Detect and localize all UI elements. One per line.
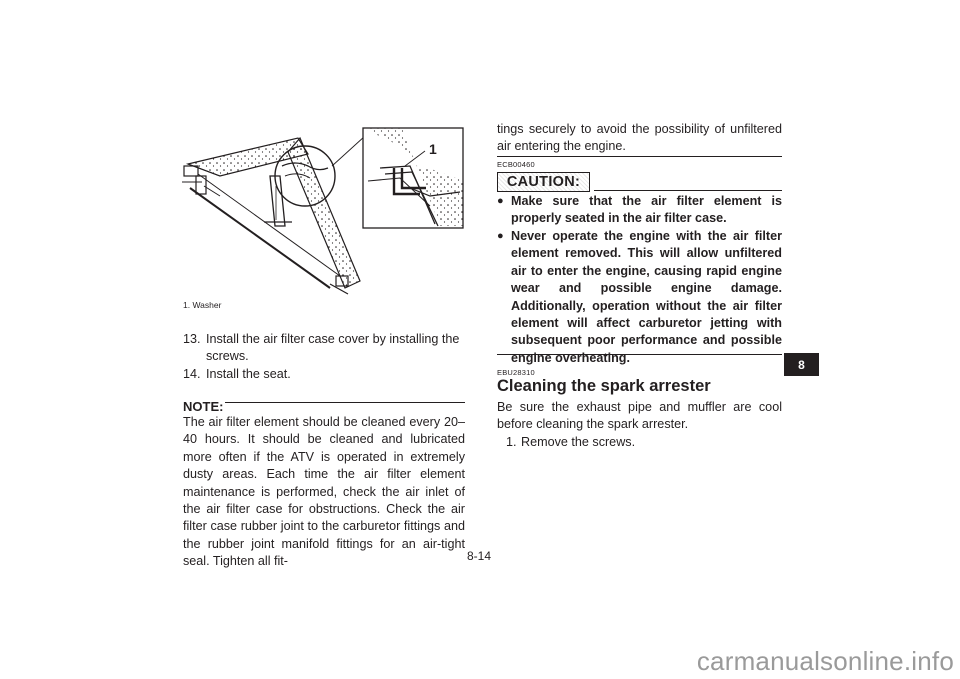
section-title: Cleaning the spark arrester (497, 377, 711, 395)
step-number: 14. (183, 367, 201, 381)
note-rule (225, 402, 465, 403)
continued-text: tings securely to avoid the possibility of unfiltered air entering the engine. (497, 122, 782, 154)
caution-top-rule (497, 156, 782, 157)
bullet-icon: ● (497, 230, 504, 242)
step-number: 13. (183, 332, 201, 346)
note-text: The air filter element should be cleaned every 20–40 hours. It should be cleaned and lubricated more often if the ATV is operated in extremely dusty areas. Each time the air filter element maintenance is performed, check the air inlet of the air filter case for obstructions. Check the air filter case rubber joint to the carburetor fittings and the rubber joint manifold fittings for an air-tight seal. Tighten all fit- (183, 415, 465, 569)
illustration-svg (180, 126, 465, 298)
caution-bullet-text: Make sure that the air filter element is properly seated in the air filter case. (511, 194, 782, 226)
section-code: EBU28310 (497, 368, 535, 377)
callout-number: 1 (429, 141, 437, 157)
note-header (183, 398, 465, 414)
air-filter-washer-illustration (180, 126, 465, 298)
caution-label-rule (594, 190, 782, 191)
caution-bullet-2 (497, 228, 782, 367)
note-label: NOTE: (183, 399, 224, 414)
step-13 (183, 331, 465, 366)
chapter-tab (784, 353, 819, 376)
caution-label: CAUTION: (506, 174, 581, 190)
step-text: Remove the screws. (521, 435, 636, 449)
step-text-line1: Install the air filter case cover by installing the (206, 332, 460, 346)
bullet-icon: ● (497, 195, 504, 207)
step-number: 1. (506, 435, 517, 449)
section-body: Be sure the exhaust pipe and muffler are cool before cleaning the spark arrester. (497, 400, 782, 432)
step-text: Install the seat. (206, 367, 291, 381)
chapter-number: 8 (798, 357, 805, 372)
caution-badge (497, 172, 590, 192)
caution-bullet-text: Never operate the engine with the air filter element removed. This will allow unfiltered air to enter the engine, causing rapid engine wear and possible engine damage. Additionally, operation without the air filter element will affect carburetor jetting with subsequent poor performance and possible engine overheating. (511, 229, 782, 365)
figure-caption: 1. Washer (183, 300, 222, 310)
page-number: 8-14 (467, 549, 492, 563)
section-step-1 (506, 434, 782, 451)
caution-bullet-1 (497, 193, 782, 228)
caution-bottom-rule (497, 354, 782, 355)
caution-code: ECB00460 (497, 160, 535, 169)
watermark: carmanualsonline.info (696, 646, 954, 676)
step-text-line2: screws. (206, 349, 249, 364)
step-14 (183, 366, 465, 383)
